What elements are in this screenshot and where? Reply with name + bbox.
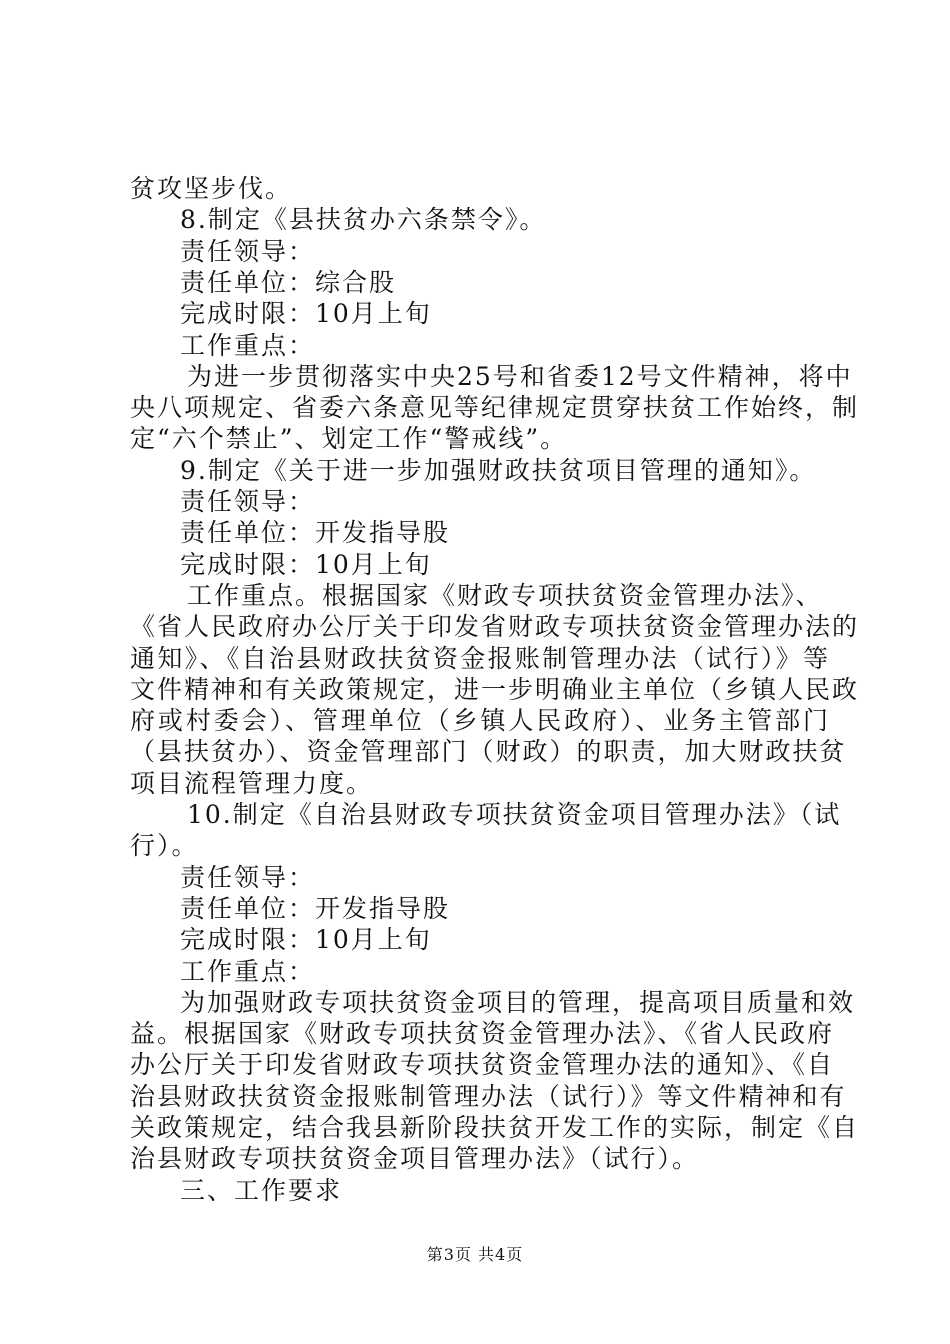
text-line: 完成时限：10月上旬 — [180, 549, 432, 579]
text-line: 治县财政扶贫资金报账制管理办法（试行）》等文件精神和有 — [130, 1081, 847, 1111]
text-line: 工作重点： — [180, 330, 316, 360]
text-line: 《省人民政府办公厅关于印发省财政专项扶贫资金管理办法的 — [130, 612, 860, 642]
text-line: 办公厅关于印发省财政专项扶贫资金管理办法的通知》、《自 — [130, 1050, 835, 1080]
text-line: 工作重点。根据国家《财政专项扶贫资金管理办法》、 — [187, 580, 823, 610]
page-footer: 第3页 共4页 — [426, 1245, 524, 1264]
item-heading: 8.制定《县扶贫办六条禁令》。 — [180, 205, 547, 235]
text-line: 责任单位：开发指导股 — [180, 893, 451, 923]
text-line: （县扶贫办）、资金管理部门（财政）的职责，加大财政扶贫 — [130, 737, 847, 767]
text-line: 责任领导： — [180, 487, 316, 516]
text-line: 完成时限：10月上旬 — [180, 925, 432, 955]
text-line: 府或村委会）、管理单位（乡镇人民政府）、业务主管部门 — [130, 706, 830, 736]
text-line: 责任单位：综合股 — [180, 267, 397, 297]
item-heading: 9.制定《关于进一步加强财政扶贫项目管理的通知》。 — [180, 455, 817, 485]
text-line: 关政策规定，结合我县新阶段扶贫开发工作的实际，制定《自 — [130, 1113, 860, 1142]
text-line: 完成时限：10月上旬 — [180, 299, 432, 329]
text-line: 行）。 — [130, 831, 199, 861]
text-line: 责任领导： — [180, 862, 316, 892]
text-line: 贫攻坚步伐。 — [130, 174, 293, 203]
text-line: 责任领导： — [180, 236, 316, 266]
text-line: 治县财政专项扶贫资金项目管理办法》（试行）。 — [130, 1144, 700, 1174]
item-heading: 10.制定《自治县财政专项扶贫资金项目管理办法》（试 — [187, 800, 842, 829]
text-line: 通知》、《自治县财政扶贫资金报账制管理办法（试行）》等 — [130, 643, 830, 673]
section-heading: 三、工作要求 — [180, 1175, 343, 1205]
text-line: 定“六个禁止”、划定工作“警戒线”。 — [130, 424, 568, 454]
text-line: 文件精神和有关政策规定，进一步明确业主单位（乡镇人民政 — [130, 674, 860, 704]
text-line: 益。根据国家《财政专项扶贫资金管理办法》、《省人民政府 — [130, 1019, 835, 1049]
text-line: 项目流程管理力度。 — [130, 768, 374, 798]
text-line: 为进一步贯彻落实中央25号和省委12号文件精神，将中 — [187, 361, 853, 391]
text-line: 工作重点： — [180, 956, 316, 986]
text-line: 为加强财政专项扶贫资金项目的管理，提高项目质量和效 — [180, 987, 856, 1017]
text-line: 央八项规定、省委六条意见等纪律规定贯穿扶贫工作始终，制 — [130, 393, 860, 423]
text-line: 责任单位：开发指导股 — [180, 518, 451, 548]
